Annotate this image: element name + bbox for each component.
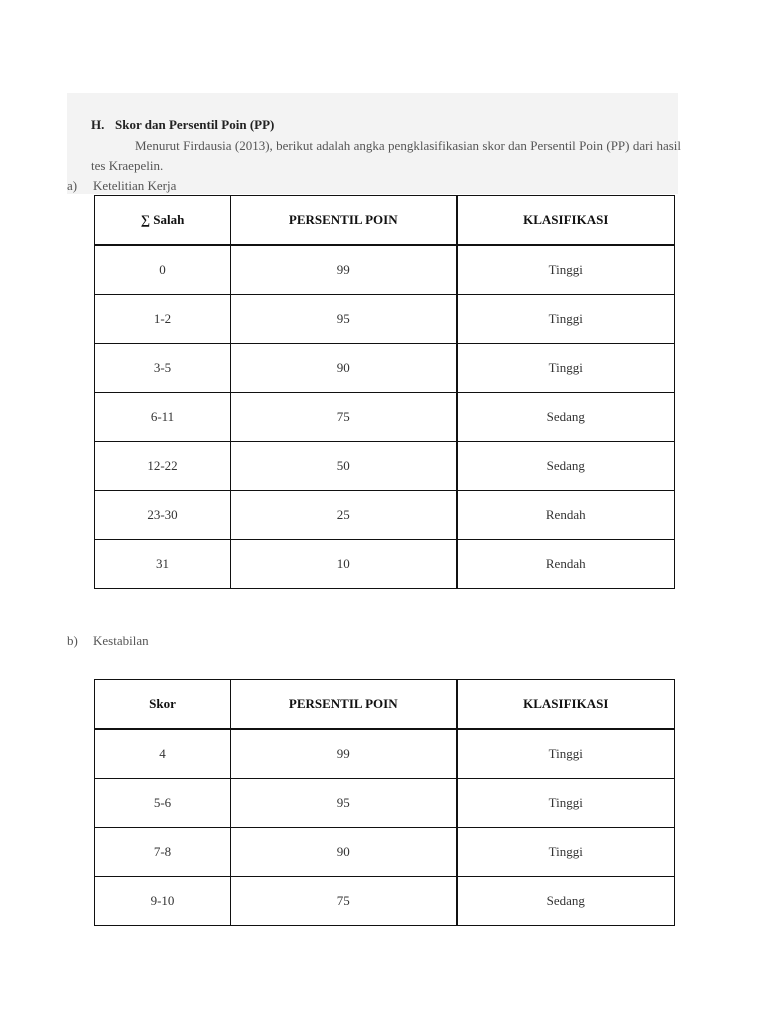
table-row — [95, 729, 675, 779]
table-row — [95, 540, 675, 589]
table-row — [95, 877, 675, 926]
table-row — [95, 779, 675, 828]
cell-klasifikasi: Sedang — [457, 393, 675, 442]
cell-klasifikasi: Sedang — [457, 877, 675, 926]
intro-paragraph: Menurut Firdausia (2013), berikut adalah angka pengklasifikasian skor dan Persentil Poin (PP) dari hasil tes Kraepelin. — [91, 138, 681, 173]
table-row — [95, 295, 675, 344]
table-header-row — [95, 680, 675, 730]
header-klasifikasi: KLASIFIKASI — [457, 680, 675, 730]
cell-skor: 4 — [95, 729, 231, 779]
cell-klasifikasi: Tinggi — [457, 245, 675, 295]
subsection-a-label — [67, 178, 176, 194]
table-row — [95, 828, 675, 877]
header-skor: Skor — [95, 680, 231, 730]
table-row — [95, 491, 675, 540]
cell-salah: 31 — [95, 540, 231, 589]
cell-skor: 7-8 — [95, 828, 231, 877]
table-header-row — [95, 196, 675, 246]
cell-klasifikasi: Tinggi — [457, 295, 675, 344]
header-salah: ∑ Salah — [95, 196, 231, 246]
header-klasifikasi: KLASIFIKASI — [457, 196, 675, 246]
cell-persentil: 50 — [231, 442, 457, 491]
cell-klasifikasi: Sedang — [457, 442, 675, 491]
cell-klasifikasi: Tinggi — [457, 344, 675, 393]
cell-salah: 0 — [95, 245, 231, 295]
cell-skor: 5-6 — [95, 779, 231, 828]
cell-persentil: 25 — [231, 491, 457, 540]
cell-persentil: 75 — [231, 877, 457, 926]
header-persentil-poin: PERSENTIL POIN — [231, 196, 457, 246]
ketelitian-kerja-table — [94, 195, 675, 589]
cell-salah: 23-30 — [95, 491, 231, 540]
cell-skor: 9-10 — [95, 877, 231, 926]
cell-persentil: 10 — [231, 540, 457, 589]
section-title: Skor dan Persentil Poin (PP) — [115, 117, 275, 132]
subsection-b-letter: b) — [67, 633, 78, 648]
table-row — [95, 393, 675, 442]
header-persentil-poin: PERSENTIL POIN — [231, 680, 457, 730]
cell-salah: 12-22 — [95, 442, 231, 491]
subsection-b-label — [67, 633, 149, 649]
table-row — [95, 344, 675, 393]
table-row — [95, 442, 675, 491]
cell-klasifikasi: Rendah — [457, 540, 675, 589]
table-row — [95, 245, 675, 295]
cell-persentil: 90 — [231, 828, 457, 877]
cell-persentil: 99 — [231, 245, 457, 295]
subsection-a-title: Ketelitian Kerja — [93, 178, 177, 193]
cell-persentil: 95 — [231, 295, 457, 344]
section-number: H. — [91, 117, 105, 132]
cell-salah: 6-11 — [95, 393, 231, 442]
cell-klasifikasi: Rendah — [457, 491, 675, 540]
cell-salah: 3-5 — [95, 344, 231, 393]
cell-persentil: 99 — [231, 729, 457, 779]
cell-klasifikasi: Tinggi — [457, 828, 675, 877]
subsection-a-letter: a) — [67, 178, 78, 193]
section-heading — [91, 117, 274, 133]
kestabilan-table — [94, 679, 675, 926]
cell-persentil: 95 — [231, 779, 457, 828]
subsection-b-title: Kestabilan — [93, 633, 149, 648]
cell-klasifikasi: Tinggi — [457, 779, 675, 828]
cell-persentil: 75 — [231, 393, 457, 442]
cell-persentil: 90 — [231, 344, 457, 393]
cell-salah: 1-2 — [95, 295, 231, 344]
cell-klasifikasi: Tinggi — [457, 729, 675, 779]
